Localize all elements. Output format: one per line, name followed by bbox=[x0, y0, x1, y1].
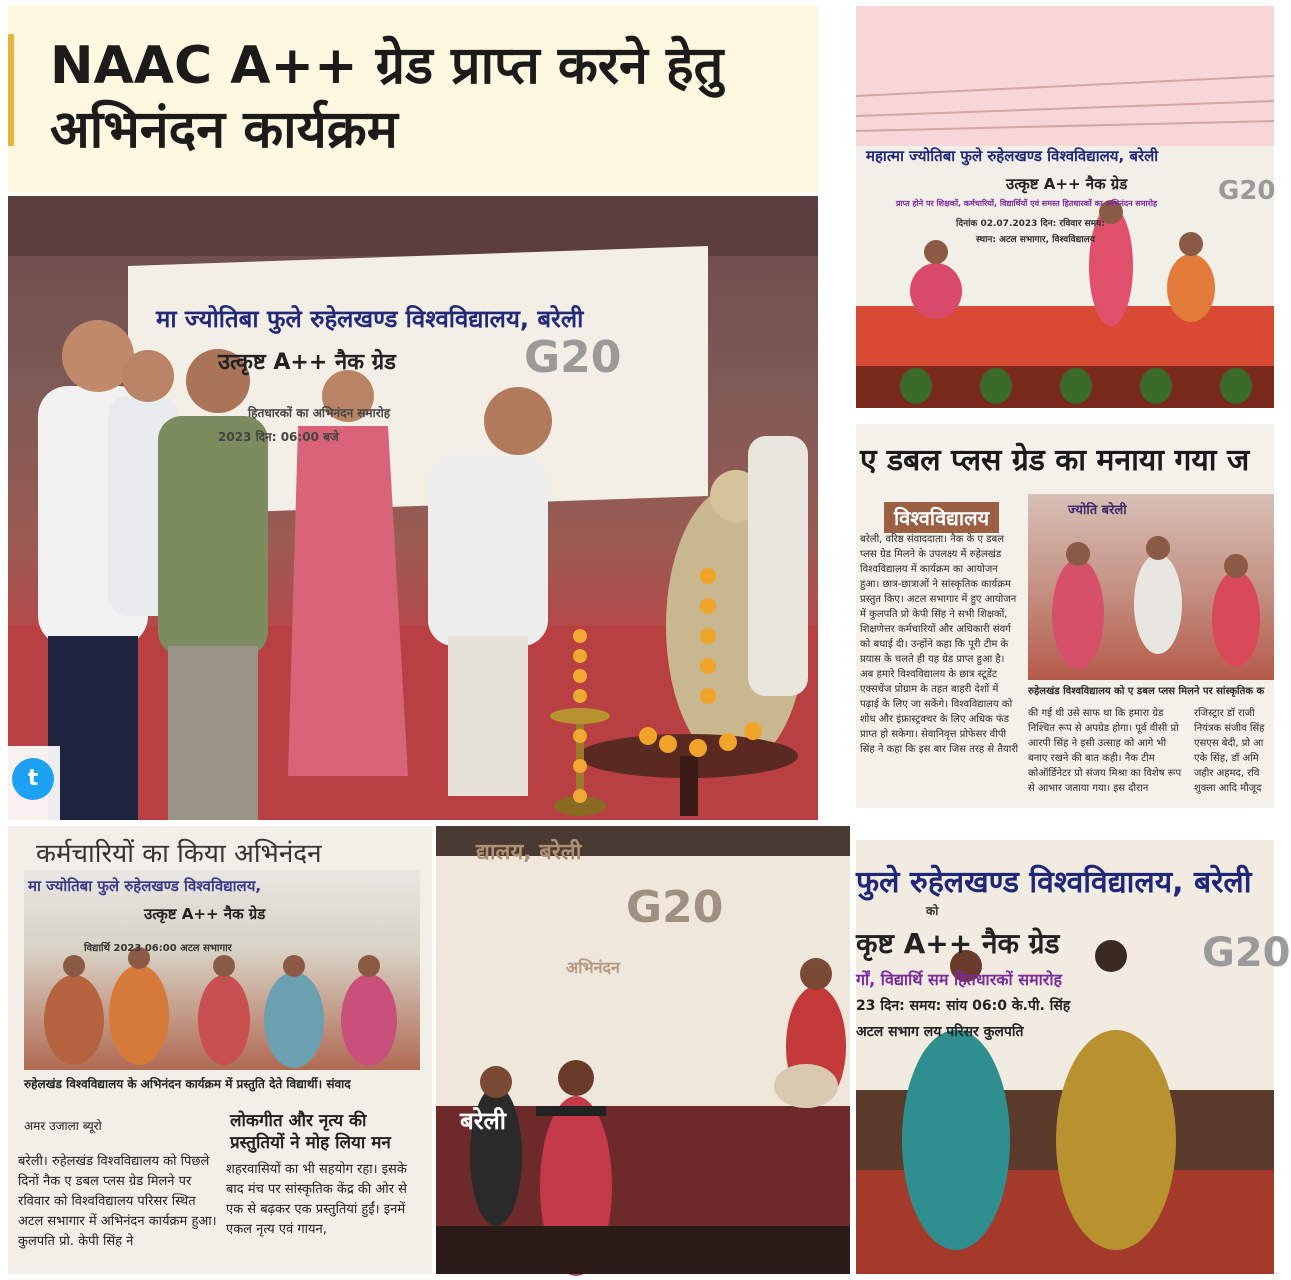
location-label: बरेली bbox=[460, 1107, 507, 1135]
banner-date: 2023 दिन: 06:00 बजे bbox=[218, 430, 339, 444]
news-photo-banner-2: उत्कृष्ट A++ नैक ग्रेड bbox=[144, 905, 266, 923]
singers-stage-photo bbox=[436, 826, 850, 1274]
title-line-2: अभिनंदन कार्यक्रम bbox=[50, 100, 398, 160]
newspaper-clipping-right bbox=[856, 424, 1274, 808]
banner-grade: उत्कृष्ट A++ नैक ग्रेड bbox=[1006, 175, 1128, 193]
g20-logo: G20 bbox=[1218, 176, 1276, 206]
news-subhead: लोकगीत और नृत्य की प्रस्तुतियों ने मोह लिया मन bbox=[230, 1111, 391, 1153]
banner-line: अभिनंदन bbox=[566, 958, 620, 977]
title-panel bbox=[8, 6, 818, 192]
lamp-lighting-scene bbox=[8, 196, 818, 820]
banner-grade: कृष्ट A++ नैक ग्रेड bbox=[856, 927, 1060, 960]
news-column-3: रजिस्ट्रार डॉ राजी नियंत्रक संजीव सिंह एसएस बेदी, प्रो आ एके सिंह, डॉ अमि जहीर अहमद, रवि शुक्ला आदि मौजूद bbox=[1194, 708, 1265, 794]
news-photo-caption: रुहेलखंड विश्वविद्यालय के अभिनंदन कार्यक्रम में प्रस्तुति देते विद्यार्थी। संवाद bbox=[24, 1077, 351, 1091]
banner-title: मा ज्योतिबा फुले रुहेलखण्ड विश्वविद्यालय, बरेली bbox=[156, 305, 584, 333]
banner-date: 23 दिन: समय: सांय 06:0 के.पी. सिंह bbox=[856, 998, 1071, 1014]
news-byline: अमर उजाला ब्यूरो bbox=[24, 1119, 102, 1133]
news-column-2: की गई थी उसे साफ था कि हमारा ग्रेड निश्चित रूप से अपग्रेड होगा। पूर्व वीसी प्रो आरपी सिंह ने इसी उत्साह को आगे भी बनाए रखने की बात कही। नैक टीम कोऑर्डिनेटर प्रो संजय मिश्रा का विशेष रूप से आभार जताया गया। इस दौरान bbox=[1028, 708, 1182, 794]
dance-stage-photo-bottom bbox=[856, 840, 1291, 1274]
news-photo-dancers bbox=[1028, 494, 1274, 680]
news-photo-banner-3: विद्यार्थि 2023 06:00 अटल सभागार bbox=[84, 943, 232, 954]
news-photo-banner-1: मा ज्योतिबा फुले रुहेलखण्ड विश्वविद्यालय, bbox=[28, 877, 262, 895]
banner-date: दिनांक 02.07.2023 दिन: रविवार समय: bbox=[956, 219, 1105, 229]
news-headline: ए डबल प्लस ग्रेड का मनाया गया ज bbox=[860, 443, 1250, 478]
g20-logo: G20 bbox=[1202, 930, 1291, 976]
news-photo-dancers bbox=[24, 870, 420, 1070]
news-photo-caption: रुहेलखंड विश्वविद्यालय को ए डबल प्लस मिलने पर सांस्कृतिक क bbox=[1028, 686, 1265, 697]
g20-logo: G20 bbox=[524, 332, 622, 383]
banner-title: महात्मा ज्योतिबा फुले रुहेलखण्ड विश्वविद्यालय, बरेली bbox=[866, 147, 1159, 165]
banner-line-2: को bbox=[926, 904, 939, 918]
lamp-lighting-photo bbox=[8, 196, 818, 820]
g20-logo: G20 bbox=[626, 882, 724, 933]
news-column-1: बरेली। रुहेलखंड विश्वविद्यालय को पिछले दिनों नैक ए डबल प्लस ग्रेड मिलने पर रविवार को विश्वविद्यालय परिसर स्थित अटल सभागार में अभिनंदन कार्यक्रम हुआ। कुलपति प्रो. केपी सिंह ने bbox=[18, 1154, 217, 1249]
title-line-1: NAAC A++ ग्रेड प्राप्त करने हेतु bbox=[50, 36, 724, 96]
banner-ceremony: प्राप्त होने पर शिक्षकों, कर्मचारियों, विद्यार्थियों एवं समस्त हितधारकों का अभिनंदन समारोह bbox=[896, 199, 1158, 208]
news-section-label: विश्वविद्यालय bbox=[884, 502, 999, 533]
banner-ceremony: हितधारकों का अभिनंदन समारोह bbox=[248, 406, 391, 420]
news-photo-banner: ज्योति बरेली bbox=[1068, 503, 1127, 518]
newspaper-clipping-left bbox=[8, 826, 432, 1274]
banner-ceremony: र्गों, विद्यार्थि सम हितधारकों समारोह bbox=[856, 970, 1062, 989]
title-accent-bar bbox=[8, 34, 14, 146]
banner-grade: उत्कृष्ट A++ नैक ग्रेड bbox=[218, 350, 396, 375]
banner-venue: अटल सभाग लय परिसर कुलपति bbox=[856, 1024, 1024, 1040]
news-headline: कर्मचारियों का किया अभिनंदन bbox=[36, 839, 322, 869]
dance-stage-photo-top bbox=[856, 6, 1274, 408]
banner-venue: स्थान: अटल सभागार, विश्वविद्यालय bbox=[976, 235, 1095, 245]
twitter-icon: t bbox=[12, 758, 54, 800]
banner-title: द्यालय, बरेली bbox=[476, 840, 582, 865]
dance-scene-bottom bbox=[856, 840, 1274, 1274]
news-column-2: शहरवासियों का भी सहयोग रहा। इसके बाद मंच पर सांस्कृतिक केंद्र की ओर से एक से बढ़कर एक प्रस्तुतियां हुईं। इनमें एकल नृत्य एवं गायन, bbox=[226, 1162, 407, 1237]
banner-title: फुले रुहेलखण्ड विश्वविद्यालय, बरेली bbox=[856, 865, 1252, 900]
news-column-1: बरेली, वरिष्ठ संवाददाता। नैक के ए डबल प्लस ग्रेड मिलने के उपलक्ष्य में रुहेलखंड विश्वविद्यालय में कार्यक्रम का आयोजन हुआ। छात्र-छात्राओं ने सांस्कृतिक कार्यक्रम प्रस्तुत किए। अटल सभागार में हुए आयोजन में कुलपति प्रो केपी सिंह ने सभी शिक्षकों, शिक्षणेत्तर कर्मचारियों और अधिकारी संवर्ग को बधाई दी। उन्होंने कहा कि पूरी टीम के प्रयास के चलते ही यह ग्रेड प्राप्त हुआ है। अब हमारे विश्वविद्यालय के छात्र स्टूडेंट एक्सचेंज प्रोग्राम के तहत बाहरी देशों में पढ़ाई के लिए जा सकेंगे। विश्वविद्यालय को शोध और इंफ्रास्ट्रक्चर के लिए अधिक फंड प्राप्त हो सकेगा। सेवानिवृत्त प्रोफेसर वीपी सिंह ने कहा कि इस बार जिस तरह से तैयारी bbox=[860, 534, 1019, 755]
